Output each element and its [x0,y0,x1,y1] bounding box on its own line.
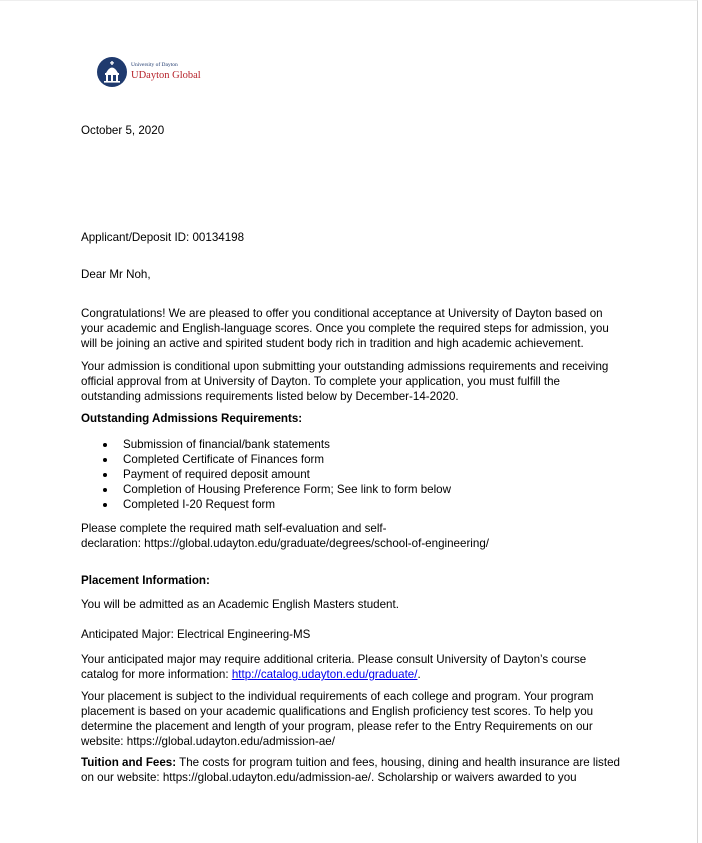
requirements-list [81,437,621,512]
math-evaluation-line1: Please complete the required math self-evaluation and self- [81,522,387,535]
requirements-heading: Outstanding Admissions Requirements: [81,412,303,425]
logo-brand-name: UDayton Global [131,69,201,81]
catalog-link[interactable]: http://catalog.udayton.edu/graduate/ [231,668,418,681]
list-item: Submission of financial/bank statements [81,437,621,452]
placement-paragraph: Your placement is subject to the individual requirements of each college and program. Your program placement is based on your academic qualifications and English proficiency test scores. To help you determine the placement and length of your program, please refer to the Entry Requirements on our website: https://global.udayton.edu/admission-ae/ [81,690,594,748]
list-item: Payment of required deposit amount [81,467,621,482]
tuition-label: Tuition and Fees: [81,756,177,769]
university-logo [97,57,201,87]
salutation: Dear Mr Noh, [81,268,151,281]
intro-paragraph: Congratulations! We are pleased to offer you conditional acceptance at University of Dayton based on your academic and English-language scores. Once you complete the required steps for admission, you will be joining an active and spirited student body rich in tradition and high academic achievement. [81,307,609,350]
list-item: Completion of Housing Preference Form; See link to form below [81,482,621,497]
list-item: Completed Certificate of Finances form [81,452,621,467]
dome-icon [97,57,127,87]
letter-date: October 5, 2020 [81,124,165,137]
tuition-text: The costs for program tuition and fees, housing, dining and health insurance are listed on our website: https://global.udayton.edu/admission-ae/. Scholarship or waivers awarded to you [81,756,620,784]
criteria-end: . [417,668,421,681]
math-evaluation-line2: declaration: https://global.udayton.edu/graduate/degrees/school-of-engineering/ [81,537,489,550]
criteria-text: Your anticipated major may require additional criteria. Please consult University of Dayton’s course catalog for more information: [81,653,587,681]
criteria-paragraph [81,652,621,682]
placement-text: You will be admitted as an Academic English Masters student. [81,598,399,611]
placement-heading: Placement Information: [81,574,210,587]
list-item: Completed I-20 Request form [81,497,621,512]
anticipated-major: Anticipated Major: Electrical Engineering-MS [81,628,311,641]
tuition-paragraph [81,755,621,785]
applicant-id: Applicant/Deposit ID: 00134198 [81,231,245,244]
conditions-paragraph: Your admission is conditional upon submitting your outstanding admissions requirements and receiving official approval from at University of Dayton. To complete your application, you must fulfill the outstanding admissions requirements listed below by December-14-2020. [81,360,609,403]
logo-university-name: University of Dayton [131,62,178,68]
